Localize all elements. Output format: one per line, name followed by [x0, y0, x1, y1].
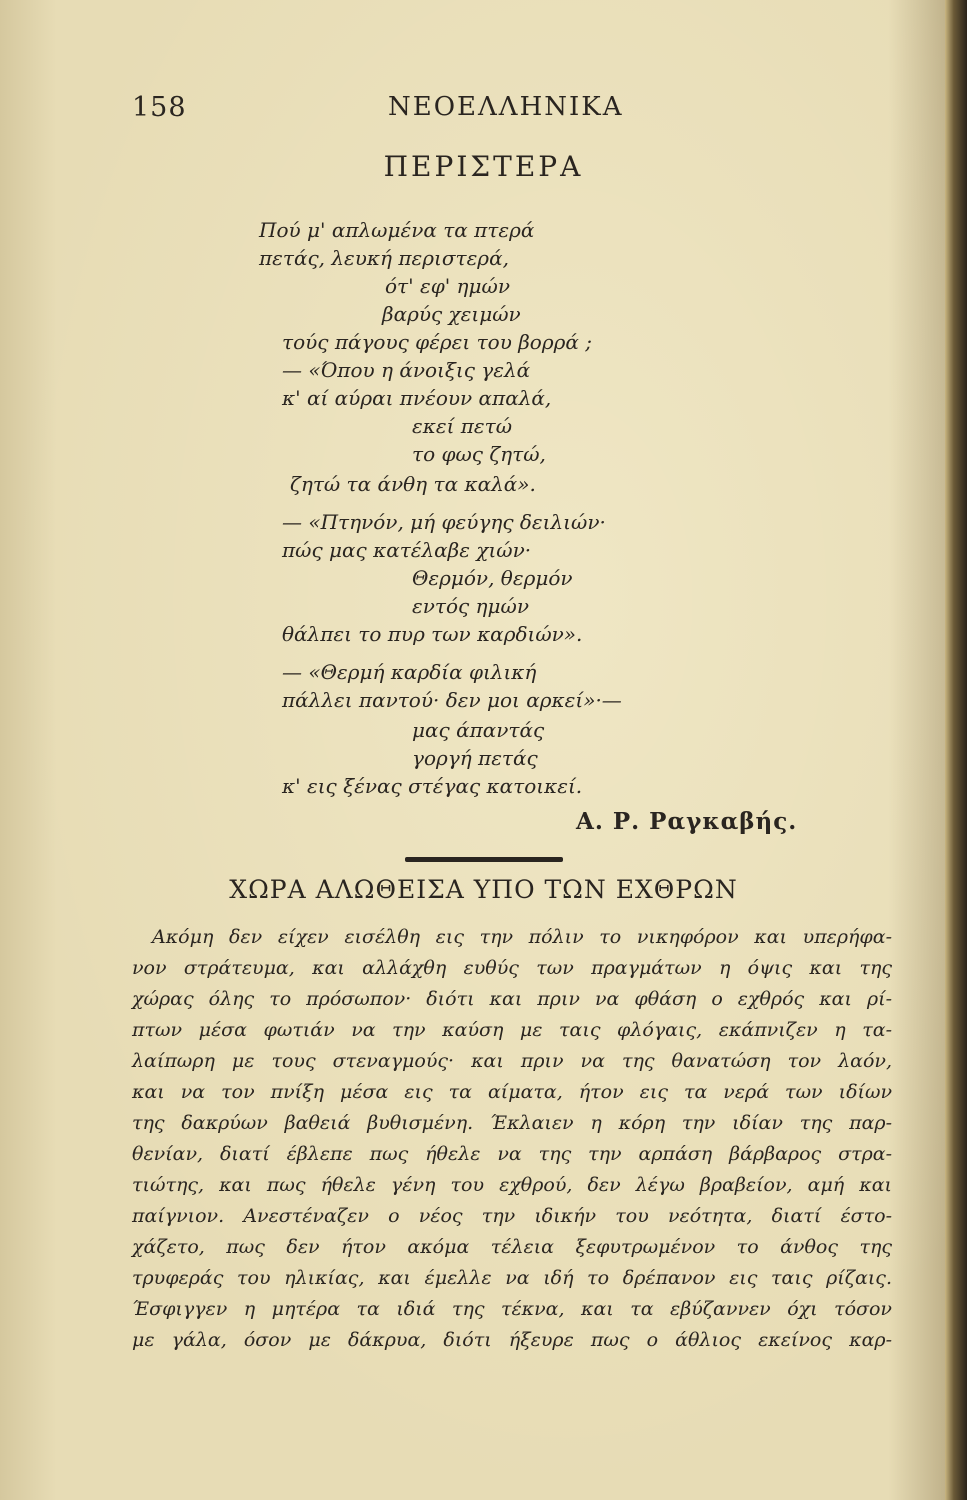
book-spine-edge [945, 0, 967, 1500]
article-line: με γάλα, όσον με δάκρυα, διότι ήξευρε πως ο άθλιος εκείνος καρ- [132, 1329, 892, 1351]
poem-line: το φως ζητώ, [412, 442, 546, 466]
article-line: πτων μέσα φωτιάν να την καύση με ταις φλόγαις, εκάπνιζεν η τα- [132, 1019, 892, 1041]
poem-line: ότ' εφ' ημών [385, 274, 510, 298]
poem-line: πάλλει παντού· δεν μοι αρκεί»·— [282, 688, 622, 712]
poem-signature: Α. Ρ. Ραγκαβής. [576, 808, 798, 835]
page-number: 158 [132, 92, 187, 123]
article-line: χώρας όλης το πρόσωπον· διότι και πριν να φθάση ο εχθρός και ρί- [132, 988, 892, 1010]
poem-line: κ' εις ξένας στέγας κατοικεί. [282, 774, 583, 798]
poem-line: εκεί πετώ [412, 414, 513, 438]
article-line: τιώτης, και πως ήθελε γένη του εχθρού, δεν λέγω βραβείον, αμή και [132, 1174, 892, 1196]
poem-line: Θερμόν, θερμόν [412, 566, 573, 590]
poem-line: βαρύς χειμών [382, 302, 521, 326]
article-line: θενίαν, διατί έβλεπε πως ήθελε να της την αρπάση βάρβαρος στρα- [132, 1143, 892, 1165]
article-line: της δακρύων βαθειά βυθισμένη. Έκλαιεν η κόρη την ιδίαν της παρ- [132, 1112, 892, 1134]
article-line: νον στράτευμα, και αλλάχθη ευθύς των πραγμάτων η όψις και της [132, 957, 892, 979]
article-line: και να τον πνίξη μέσα εις τα αίματα, ήτον εις τα νερά των ιδίων [132, 1081, 892, 1103]
running-title: ΝΕΟΕΛΛΗΝΙΚΑ [388, 92, 624, 122]
article-line: Ακόμη δεν είχεν εισέλθη εις την πόλιν το νικηφόρον και υπερήφα- [152, 926, 892, 948]
poem-line: ζητώ τα άνθη τα καλά». [290, 472, 536, 496]
poem-line: κ' αί αύραι πνέουν απαλά, [282, 386, 552, 410]
page-header [132, 92, 892, 132]
poem-line: θάλπει το πυρ των καρδιών». [282, 622, 583, 646]
poem-line: — «Θερμή καρδία φιλική [282, 660, 537, 684]
poem-line: μας άπαντάς [412, 718, 545, 742]
article-line: τρυφεράς του ηλικίας, και έμελλε να ιδή το δρέπανον εις ταις ρίζαις. [132, 1267, 892, 1289]
poem-line: — «Όπου η άνοιξις γελά [282, 358, 531, 382]
poem-line: τούς πάγους φέρει του βορρά ; [282, 330, 592, 354]
article-line: λαίπωρη με τους στεναγμούς· και πριν να της θανατώση τον λαόν, [132, 1050, 892, 1072]
poem-line: Πού μ' απλωμένα τα πτερά [259, 218, 535, 242]
section-divider [405, 857, 563, 862]
article-line: χάζετο, πως δεν ήτον ακόμα τέλεια ξεφυτρωμένον το άνθος της [132, 1236, 892, 1258]
article-title: ΧΩΡΑ ΑΛΩΘΕΙΣΑ ΥΠΟ ΤΩΝ ΕΧΘΡΩΝ [229, 875, 738, 904]
poem-line: εντός ημών [412, 594, 530, 618]
poem-line: — «Πτηνόν, μή φεύγης δειλιών· [282, 510, 606, 534]
poem-line: γοργή πετάς [412, 746, 538, 770]
article-line: Έσφιγγεν η μητέρα τα ιδιά της τέκνα, και τα εβύζαννεν όχι τόσον [132, 1298, 892, 1320]
poem-line: πώς μας κατέλαβε χιών· [282, 538, 532, 562]
poem-line: πετάς, λευκή περιστερά, [259, 246, 509, 270]
article-line: παίγνιον. Ανεστέναζεν ο νέος την ιδικήν του νεότητα, διατί έστο- [132, 1205, 892, 1227]
poem-title: ΠΕΡΙΣΤΕΡΑ [383, 150, 584, 183]
